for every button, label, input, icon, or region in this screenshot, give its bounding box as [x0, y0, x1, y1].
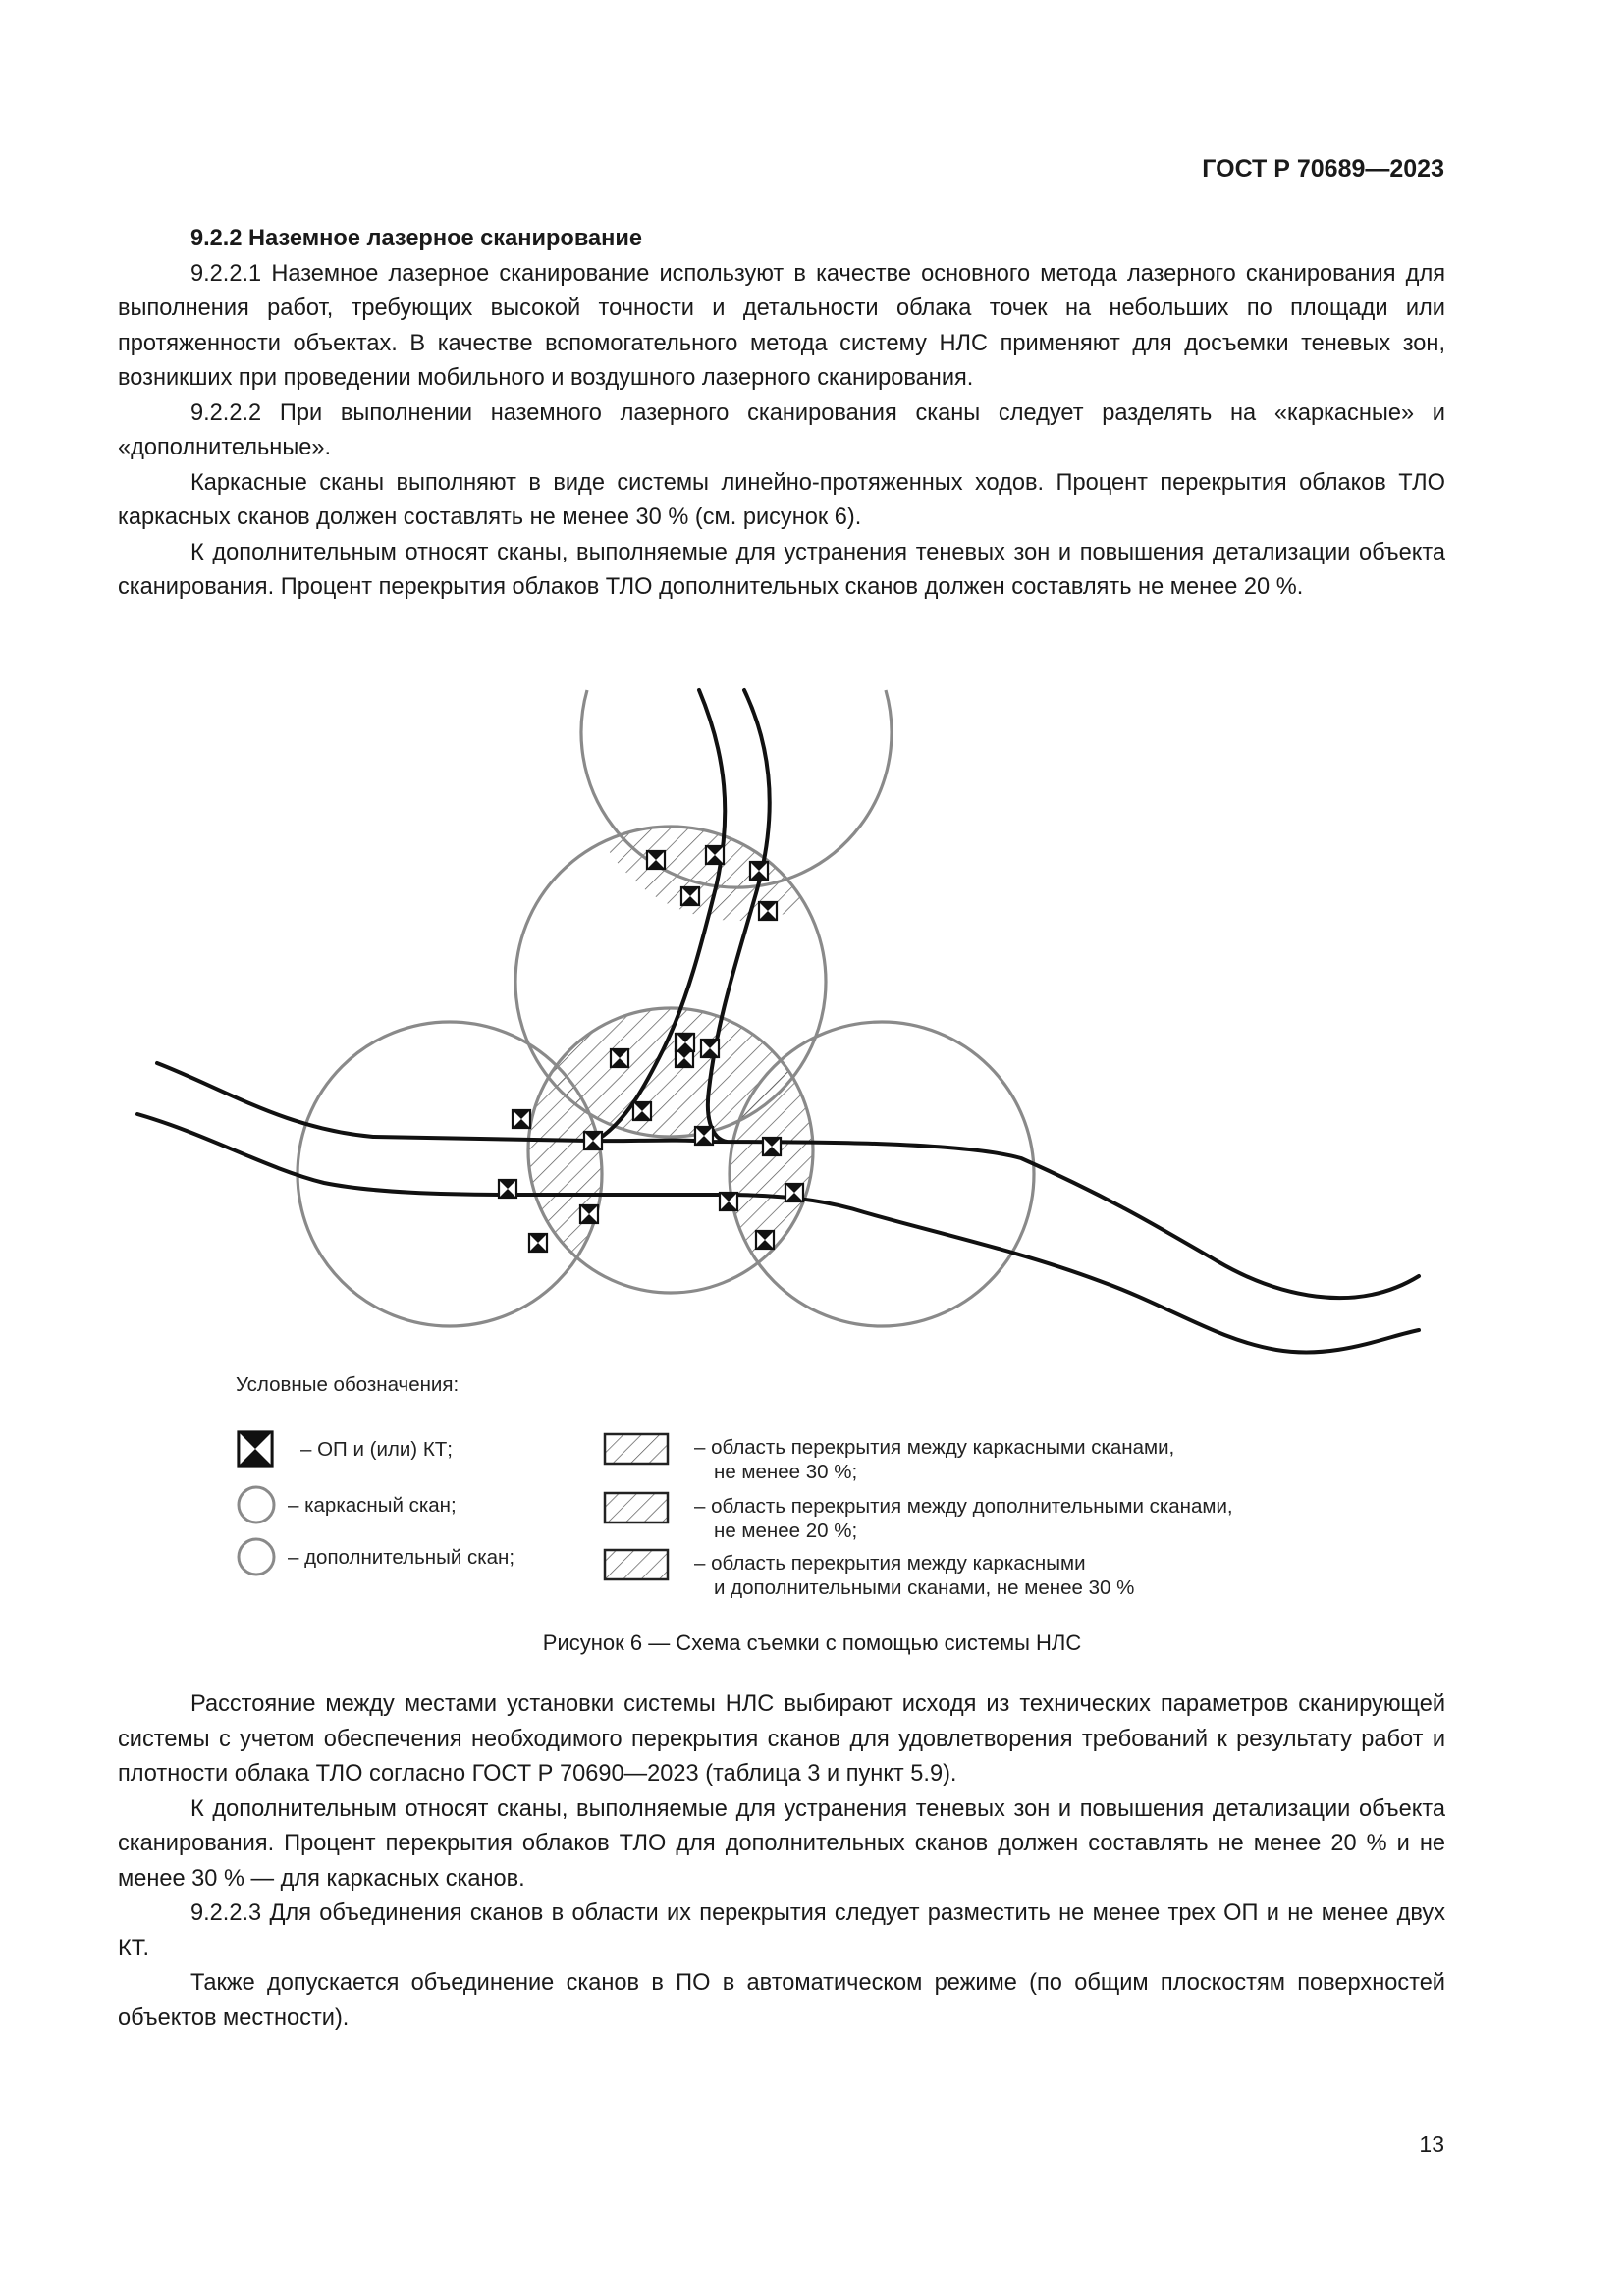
legend-frame-scan-circle — [239, 1487, 274, 1522]
survey-marker — [513, 1110, 530, 1128]
survey-marker — [499, 1180, 516, 1198]
survey-marker — [701, 1040, 719, 1057]
page-number: 13 — [1419, 2131, 1444, 2157]
survey-marker — [750, 862, 768, 880]
survey-marker — [580, 1205, 598, 1223]
legend-overlap-mixed-label: – область перекрытия между каркасными — [694, 1552, 1086, 1575]
survey-marker — [695, 1127, 713, 1145]
legend-overlap-extra-label: – область перекрытия между дополнительными сканами, — [694, 1495, 1233, 1518]
document-header: ГОСТ Р 70689—2023 — [1202, 155, 1444, 183]
paragraph: 9.2.2.2 При выполнении наземного лазерного сканирования сканы следует разделять на «каркасные» и «дополнительные». — [118, 400, 1445, 460]
legend-extra-scan-label: – дополнительный скан; — [288, 1546, 515, 1569]
survey-marker — [584, 1132, 602, 1149]
legend-overlap-extra-label-2: не менее 20 %; — [714, 1520, 858, 1542]
survey-marker — [785, 1184, 803, 1201]
paragraph: Расстояние между местами установки системы НЛС выбирают исходя из технических параметров сканирующей системы с учетом обеспечения необходимого перекрытия сканов для удовлетворения требований к результату работ и плотности облака ТЛО согласно ГОСТ Р 70690—2023 (таблица 3 и пункт 5.9). — [118, 1691, 1445, 1787]
paragraph: К дополнительным относят сканы, выполняемые для устранения теневых зон и повышения детализации объекта сканирования. Процент перекрытия облаков ТЛО для дополнительных сканов должен составлять не менее 20 % и не менее 30 % — для каркасных сканов. — [118, 1795, 1445, 1892]
paragraph: 9.2.2.1 Наземное лазерное сканирование используют в качестве основного метода лазерного сканирования для выполнения работ, требующих высокой точности и детальности облака точек на небольших по площади или протяженности объектах. В качестве вспомогательного метода систему НЛС применяют для досъемки теневых зон, возникших при проведении мобильного и воздушного лазерного сканирования. — [118, 260, 1445, 391]
legend-hatch-mixed — [605, 1550, 668, 1579]
legend-hatch-extra — [605, 1493, 668, 1522]
survey-marker — [706, 846, 724, 864]
survey-marker — [529, 1234, 547, 1252]
paragraph: Каркасные сканы выполняют в виде системы линейно-протяженных ходов. Процент перекрытия облаков ТЛО каркасных сканов должен составлять не менее 30 % (см. рисунок 6). — [118, 469, 1445, 530]
survey-marker — [759, 902, 777, 920]
paragraph: 9.2.2.3 Для объединения сканов в области их перекрытия следует разместить не менее трех ОП и не менее двух КТ. — [118, 1900, 1445, 1961]
survey-marker — [677, 1034, 694, 1051]
legend-hatch-frame — [605, 1434, 668, 1464]
survey-marker — [633, 1102, 651, 1120]
paragraph: Также допускается объединение сканов в ПО в автоматическом режиме (по общим плоскостям поверхностей объектов местности). — [118, 1970, 1445, 2031]
survey-marker — [647, 851, 665, 869]
legend-overlap-frame-label-2: не менее 30 %; — [714, 1461, 858, 1483]
paragraph: К дополнительным относят сканы, выполняемые для устранения теневых зон и повышения детализации объекта сканирования. Процент перекрытия облаков ТЛО дополнительных сканов должен составлять не менее 20 %. — [118, 539, 1445, 600]
survey-marker — [720, 1193, 737, 1210]
text-block-bottom — [118, 1687, 1445, 2036]
legend-frame-scan-label: – каркасный скан; — [288, 1494, 457, 1517]
legend-overlap-mixed-label-2: и дополнительными сканами, не менее 30 % — [714, 1576, 1135, 1599]
section-heading: 9.2.2 Наземное лазерное сканирование — [190, 226, 643, 251]
figure-caption: Рисунок 6 — Схема съемки с помощью системы НЛС — [542, 1630, 1082, 1655]
survey-marker — [756, 1231, 774, 1249]
survey-marker — [611, 1049, 628, 1067]
legend-title: Условные обозначения: — [236, 1373, 460, 1396]
survey-marker — [763, 1138, 781, 1155]
legend-extra-scan-circle — [239, 1539, 274, 1575]
survey-marker — [681, 887, 699, 905]
legend-op-kt-label: – ОП и (или) КТ; — [300, 1438, 453, 1461]
legend-overlap-frame-label: – область перекрытия между каркасными сканами, — [694, 1436, 1175, 1459]
legend-marker-icon — [239, 1432, 272, 1466]
